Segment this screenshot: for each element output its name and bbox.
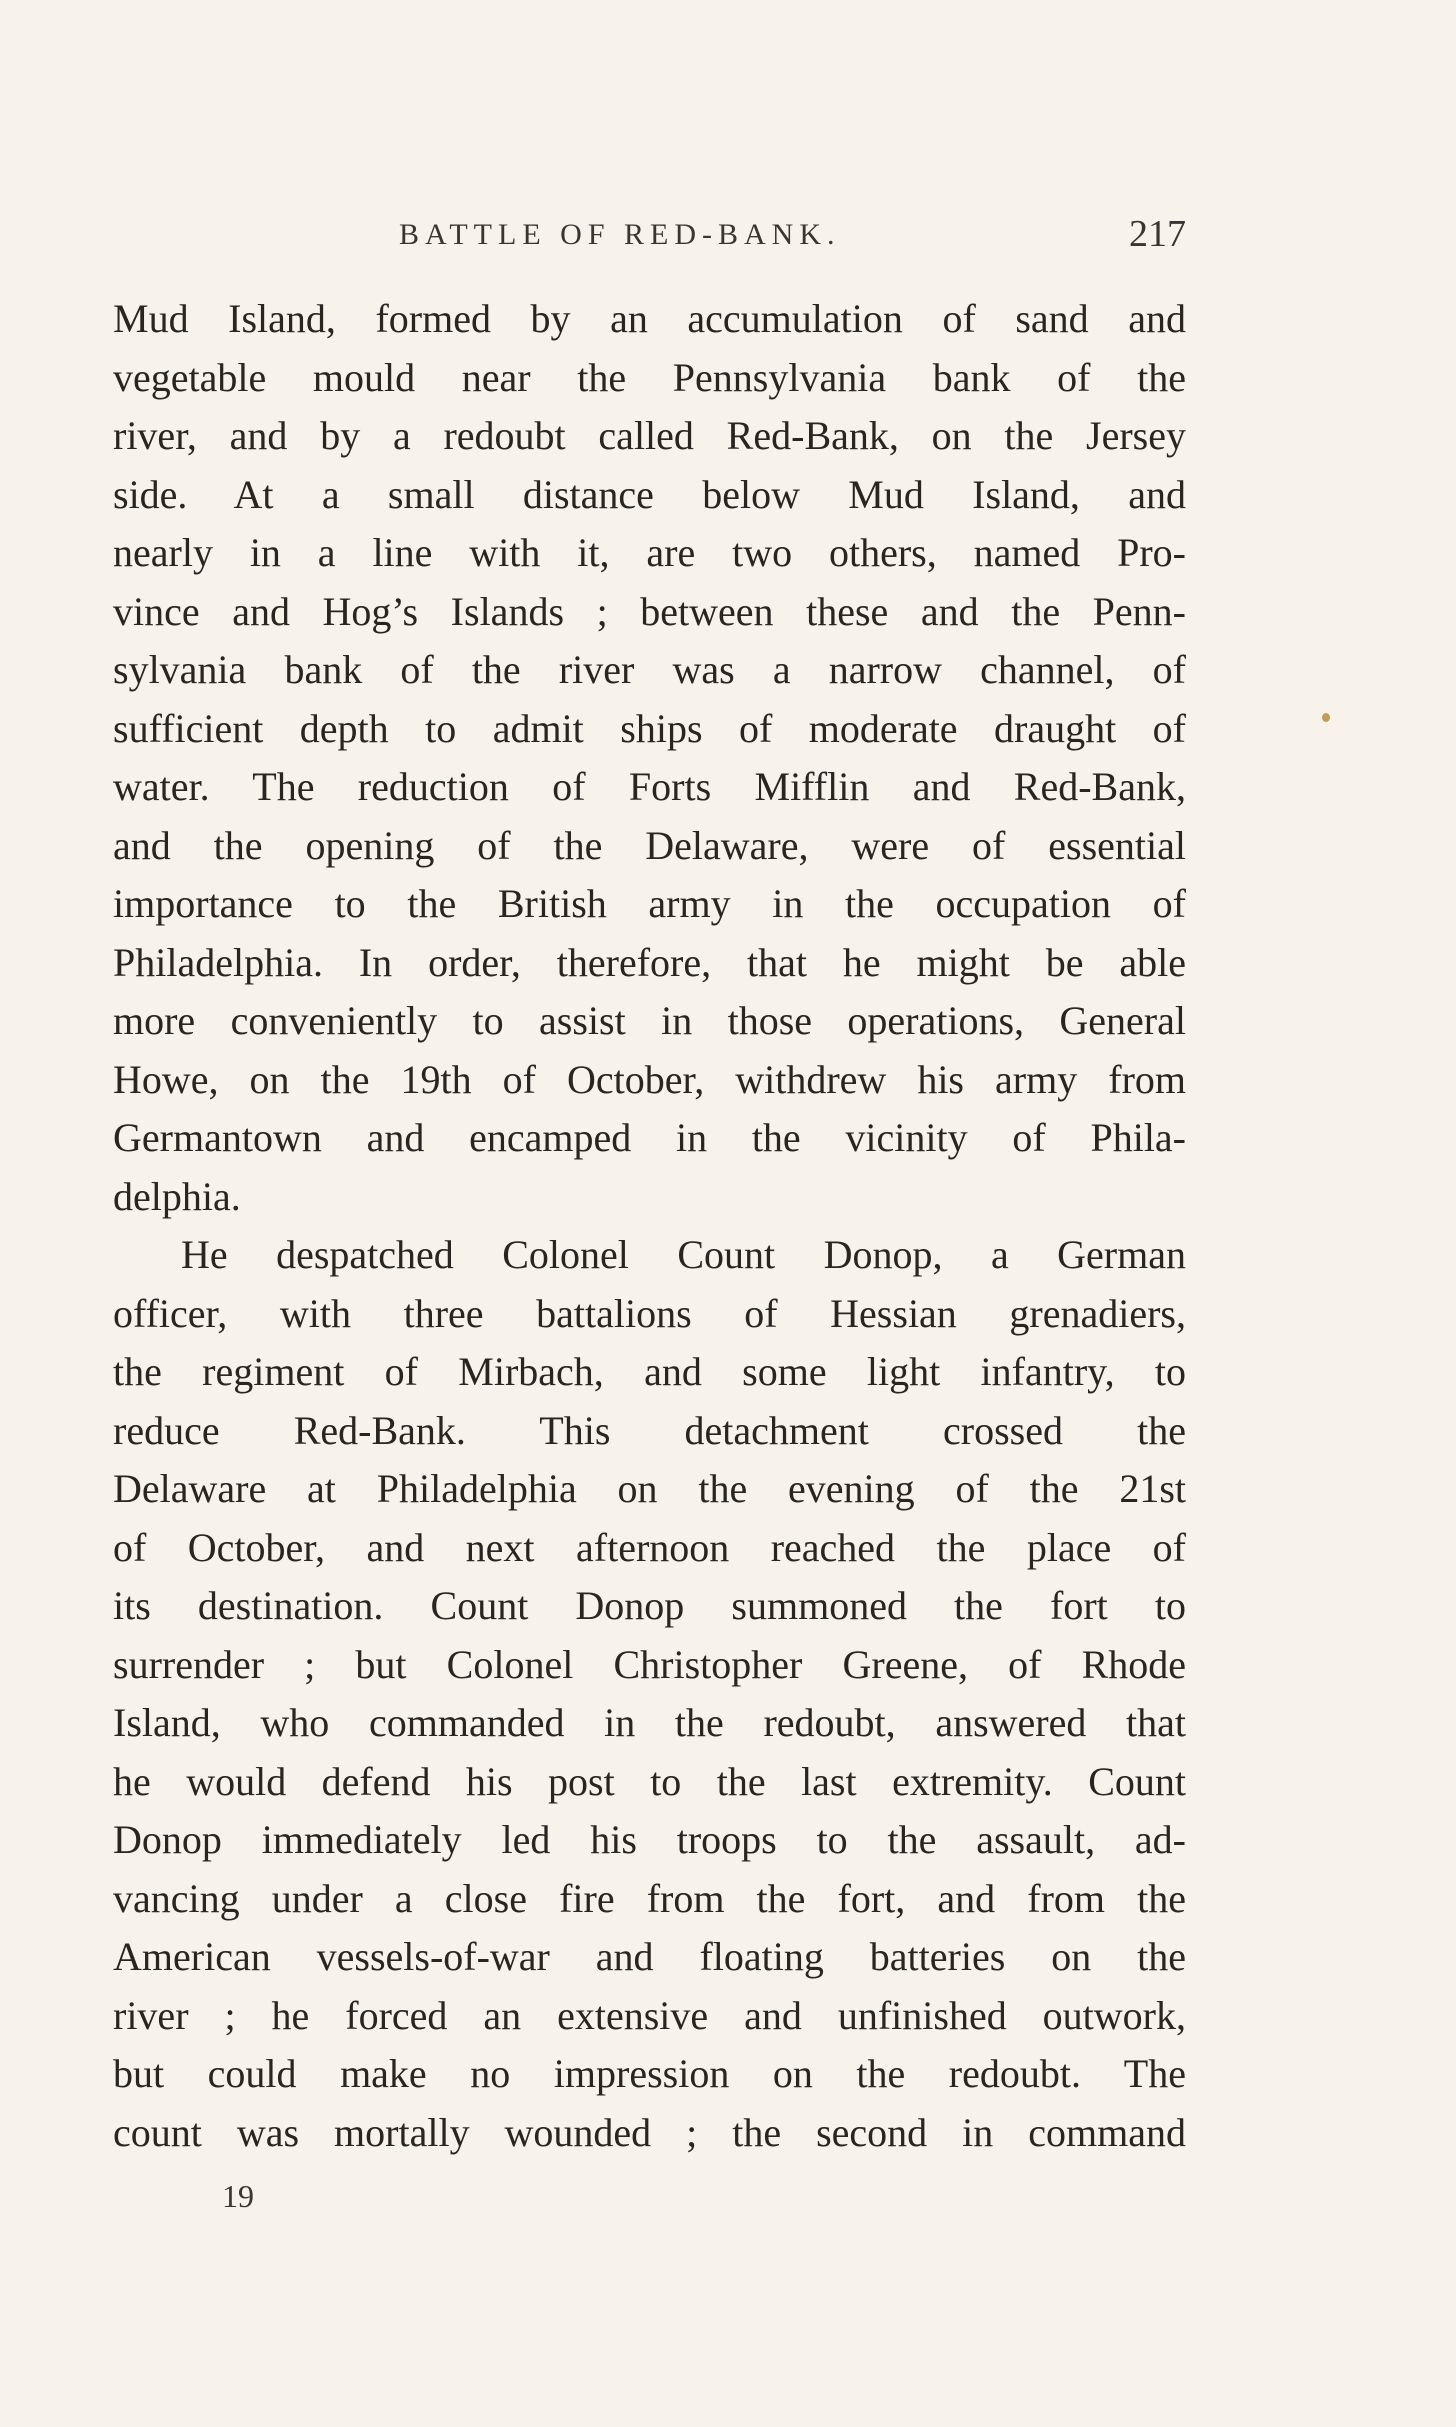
running-head: BATTLE OF RED-BANK.	[399, 218, 841, 251]
ink-speck	[1322, 713, 1330, 722]
page-number: 217	[1129, 213, 1186, 255]
text-line: sylvania bank of the river was a narrow channel, of	[113, 647, 1186, 692]
text-line: river, and by a redoubt called Red-Bank, on the Jersey	[113, 413, 1186, 458]
text-line: he would defend his post to the last extremity. Count	[113, 1758, 1186, 1804]
text-line: Howe, on the 19th of October, withdrew his army from	[113, 1056, 1186, 1102]
text-line: side. At a small distance below Mud Island, and	[113, 471, 1186, 517]
text-line: but could make no impression on the redoubt. The	[113, 2051, 1186, 2096]
page-header	[113, 212, 1186, 262]
paragraph-start-line: He despatched Colonel Count Donop, a German	[181, 1232, 1186, 1277]
text-line: vegetable mould near the Pennsylvania bank of the	[113, 354, 1186, 400]
text-line: Island, who commanded in the redoubt, answered that	[113, 1700, 1186, 1745]
text-line: its destination. Count Donop summoned the fort to	[113, 1583, 1186, 1628]
text-line: surrender ; but Colonel Christopher Greene, of Rhode	[113, 1641, 1186, 1687]
text-line: importance to the British army in the occupation of	[113, 881, 1186, 926]
text-line: Delaware at Philadelphia on the evening of the 21st	[113, 1466, 1186, 1511]
text-line: Mud Island, formed by an accumulation of sand and	[113, 296, 1186, 341]
text-line: officer, with three battalions of Hessian grenadiers,	[113, 1290, 1186, 1336]
text-line: river ; he forced an extensive and unfinished outwork,	[113, 1992, 1186, 2038]
paragraph-end-line: delphia.	[113, 1173, 241, 1219]
signature-mark: 19	[222, 2178, 254, 2214]
text-line: count was mortally wounded ; the second in command	[113, 2109, 1186, 2155]
text-line: reduce Red-Bank. This detachment crossed the	[113, 1407, 1186, 1453]
text-line: more conveniently to assist in those operations, General	[113, 998, 1186, 1043]
text-line: Donop immediately led his troops to the assault, ad-	[113, 1817, 1186, 1862]
text-line: nearly in a line with it, are two others, named Pro-	[113, 530, 1186, 575]
text-line: of October, and next afternoon reached the place of	[113, 1524, 1186, 1570]
text-line: American vessels-of-war and floating batteries on the	[113, 1934, 1186, 1979]
text-line: sufficient depth to admit ships of moderate draught of	[113, 705, 1186, 751]
body-text	[113, 290, 1186, 2162]
text-line: the regiment of Mirbach, and some light infantry, to	[113, 1349, 1186, 1394]
text-line: and the opening of the Delaware, were of essential	[113, 822, 1186, 868]
text-line: Germantown and encamped in the vicinity of Phila-	[113, 1115, 1186, 1160]
text-line: Philadelphia. In order, therefore, that he might be able	[113, 939, 1186, 985]
text-line: vancing under a close fire from the fort, and from the	[113, 1875, 1186, 1921]
text-line: vince and Hog’s Islands ; between these and the Penn-	[113, 588, 1186, 634]
text-line: water. The reduction of Forts Mifflin and Red-Bank,	[113, 764, 1186, 809]
